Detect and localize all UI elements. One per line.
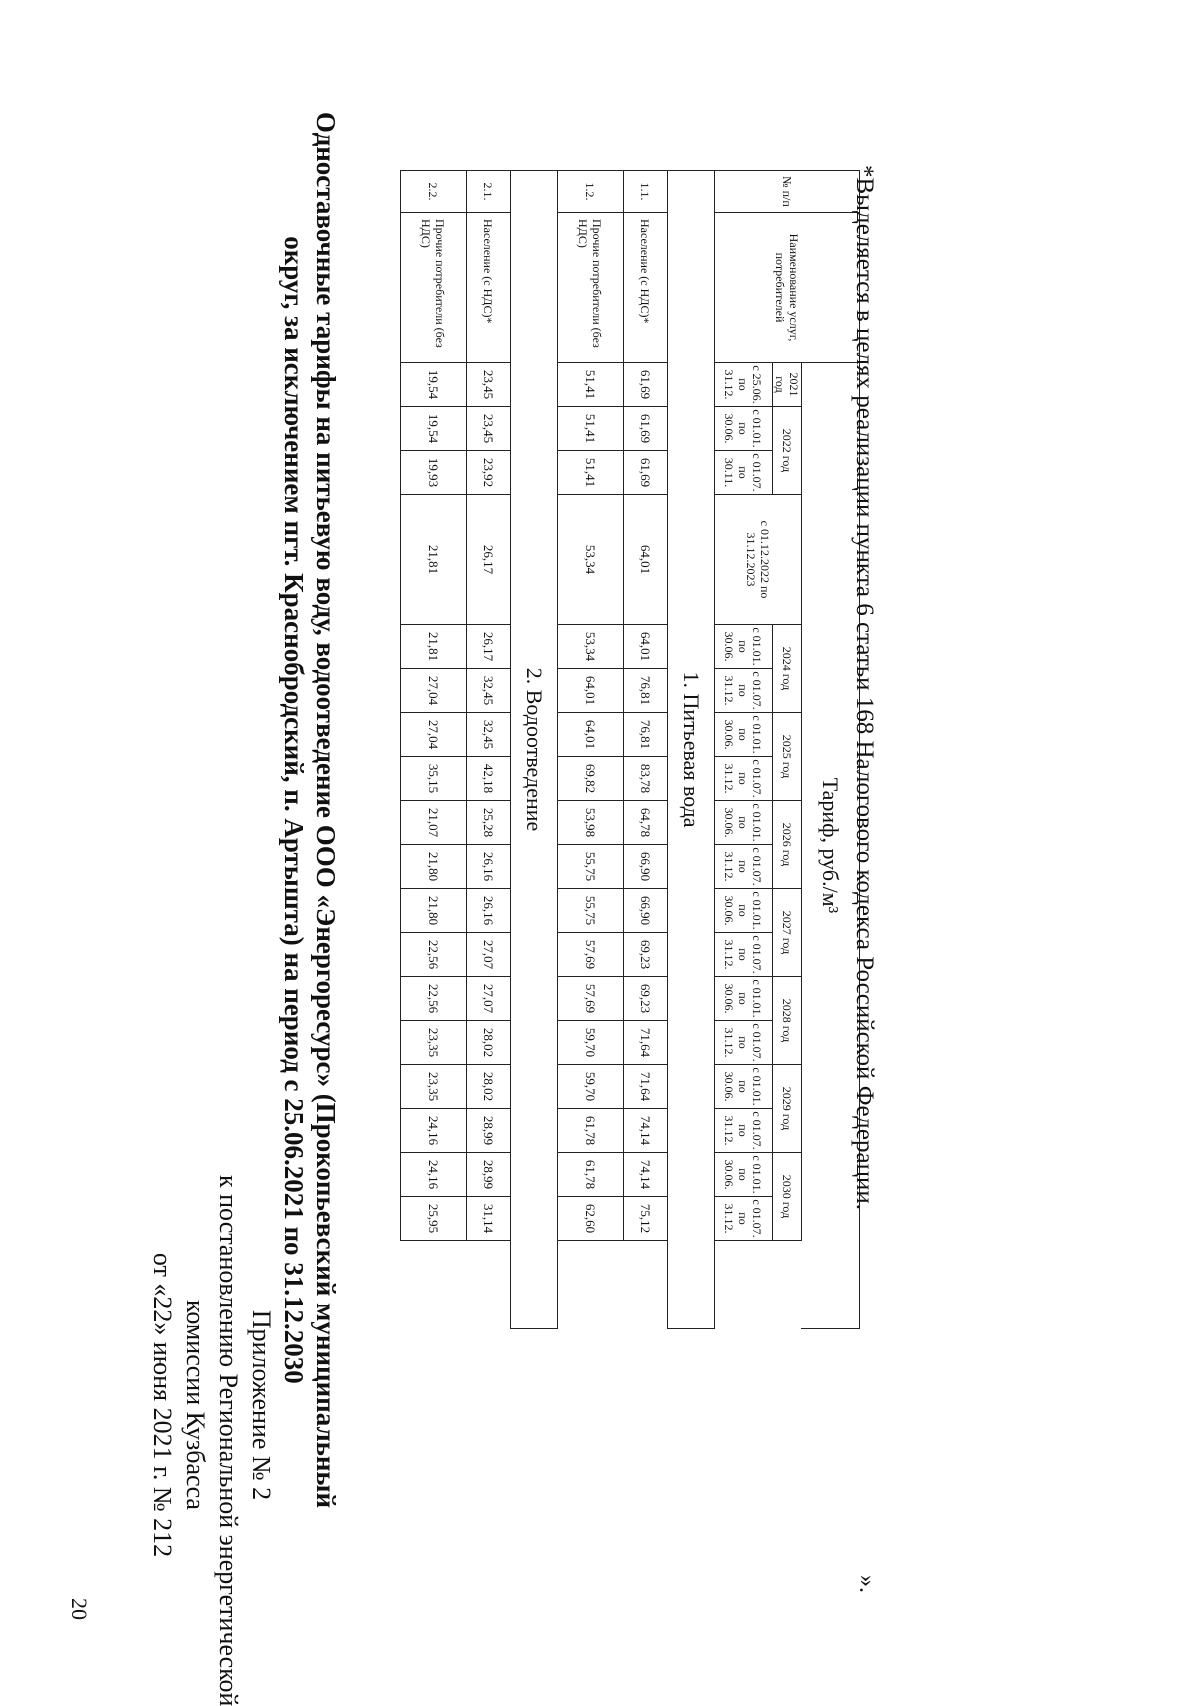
table-row [558,171,624,1329]
subperiod-header: с 01.01. по 30.06. [715,407,773,451]
tariff-value: 31,14 [467,1197,511,1241]
period-header: с 01.12.2022 по 31.12.2023 [715,495,802,625]
year-header: 2025 год [773,713,802,801]
tariff-value: 27,04 [401,713,467,757]
tariff-value: 21,81 [401,495,467,625]
year-header: 2026 год [773,801,802,889]
tariff-value: 22,56 [401,977,467,1021]
subperiod-header: с 01.01. по 30.06. [715,1153,773,1197]
tariff-value: 42,18 [467,757,511,801]
tariff-value: 21,80 [401,845,467,889]
tariff-value: 21,81 [401,625,467,669]
row-number: 1.1. [624,171,668,213]
subperiod-header: с 01.07. по 31.12. [715,933,773,977]
tariff-table [400,170,860,1329]
tariff-value: 19,54 [401,363,467,407]
tariff-value: 26,16 [467,845,511,889]
tariff-value: 69,23 [624,933,668,977]
tariff-value: 69,23 [624,977,668,1021]
subperiod-header: с 01.01. по 30.06. [715,889,773,933]
tariff-value: 27,07 [467,933,511,977]
tariff-value: 57,69 [558,977,624,1021]
subperiod-header: с 25.06. по 31.12. [715,363,773,407]
table-row [467,171,511,1329]
tariff-value: 76,81 [624,713,668,757]
tariff-value: 71,64 [624,1021,668,1065]
tariff-value: 61,78 [558,1153,624,1197]
tariff-value: 66,90 [624,845,668,889]
tariff-value: 28,02 [467,1065,511,1109]
year-header: 2021 год [773,363,802,407]
col-name-header: Наименование услуг, потребителей [715,213,860,363]
tariff-value: 64,01 [558,669,624,713]
tariff-value: 59,70 [558,1065,624,1109]
subperiod-header: с 01.07. по 31.12. [715,757,773,801]
tariff-value: 28,99 [467,1109,511,1153]
row-number: 2.1. [467,171,511,213]
subperiod-header: с 01.01. по 30.06. [715,1065,773,1109]
tariff-value: 25,28 [467,801,511,845]
row-number: 1.2. [558,171,624,213]
table-row [624,171,668,1329]
tariff-value: 53,98 [558,801,624,845]
tariff-value: 28,99 [467,1153,511,1197]
closing-quote: ». [854,1575,880,1593]
year-header: 2027 год [773,889,802,977]
subperiod-header: с 01.01. по 30.06. [715,977,773,1021]
section-title: 2. Водоотведение [511,171,558,1329]
tariff-value: 61,69 [624,451,668,495]
subperiod-header: с 01.07. по 31.12. [715,1197,773,1241]
appendix-header [146,1175,278,1706]
tariff-value: 55,75 [558,845,624,889]
page-number: 20 [67,1598,92,1620]
subperiod-header: с 01.01. по 30.06. [715,625,773,669]
tariff-value: 22,56 [401,933,467,977]
tariff-value: 74,14 [624,1109,668,1153]
tariff-value: 62,60 [558,1197,624,1241]
subperiod-header: с 01.07. по 31.12. [715,1021,773,1065]
tariff-value: 61,69 [624,407,668,451]
subperiod-header: с 01.01. по 30.06. [715,801,773,845]
tariff-value: 64,01 [558,713,624,757]
tariff-value: 75,12 [624,1197,668,1241]
col-num-header: № п/п [715,171,860,213]
appendix-line: к постановлению Региональной энергетической [214,1175,243,1706]
appendix-line: от «22» июня 2021 г. № 212 [148,1252,177,1558]
tariff-value: 19,93 [401,451,467,495]
year-header: 2030 год [773,1153,802,1241]
row-name: Население (с НДС)* [624,213,668,363]
row-name: Население (с НДС)* [467,213,511,363]
subperiod-header: с 01.07. по 31.12. [715,845,773,889]
tariff-value: 21,07 [401,801,467,845]
tariff-value: 71,64 [624,1065,668,1109]
tariff-value: 69,82 [558,757,624,801]
tariff-value: 28,02 [467,1021,511,1065]
title-line: Одноставочные тарифы на питьевую воду, водоотведение ООО «Энергоресурс» (Прокопьевский муниципальный [311,111,341,1509]
tariff-value: 64,01 [624,495,668,625]
tariff-value: 23,35 [401,1065,467,1109]
tariff-value: 19,54 [401,407,467,451]
tariff-value: 74,14 [624,1153,668,1197]
tariff-value: 23,45 [467,363,511,407]
tariff-value: 66,90 [624,889,668,933]
year-header: 2022 год [773,407,802,495]
row-number: 2.2. [401,171,467,213]
tariff-value: 32,45 [467,713,511,757]
tariff-value: 51,41 [558,407,624,451]
year-header: 2029 год [773,1065,802,1153]
tariff-value: 35,15 [401,757,467,801]
year-header: 2024 год [773,625,802,713]
tariff-value: 76,81 [624,669,668,713]
tariff-value: 27,07 [467,977,511,1021]
tariff-value: 53,34 [558,625,624,669]
tariff-value: 23,92 [467,451,511,495]
tariff-value: 64,01 [624,625,668,669]
subperiod-header: с 01.07. по 31.12. [715,1109,773,1153]
appendix-line: Приложение № 2 [247,1309,276,1501]
subperiod-header: с 01.07. по 30.11. [715,451,773,495]
subperiod-header: с 01.07. по 31.12. [715,669,773,713]
tariff-value: 26,16 [467,889,511,933]
tariff-value: 23,35 [401,1021,467,1065]
tariff-value: 26,17 [467,625,511,669]
tariff-value: 61,78 [558,1109,624,1153]
tariff-value: 51,41 [558,363,624,407]
table-row [401,171,467,1329]
appendix-line: комиссии Кузбасса [181,1300,210,1510]
tariff-value: 83,78 [624,757,668,801]
tariff-value: 51,41 [558,451,624,495]
tariff-value: 32,45 [467,669,511,713]
footnote: *Выделяется в целях реализации пункта 6 статьи 168 Налогового кодекса Российской Федерации. [851,165,878,1211]
subperiod-header: с 01.01. по 30.06. [715,713,773,757]
tariff-value: 61,69 [624,363,668,407]
row-name: Прочие потребители (без НДС) [558,213,624,363]
tariff-value: 21,80 [401,889,467,933]
tariff-value: 57,69 [558,933,624,977]
tariff-value: 26,17 [467,495,511,625]
tariff-value: 55,75 [558,889,624,933]
tariff-value: 59,70 [558,1021,624,1065]
tariff-value: 27,04 [401,669,467,713]
document-title [278,100,342,1520]
tariff-value: 24,16 [401,1109,467,1153]
year-header: 2028 год [773,977,802,1065]
section-title: 1. Питьевая вода [668,171,715,1329]
tariff-value: 25,95 [401,1197,467,1241]
tariff-value: 23,45 [467,407,511,451]
row-name: Прочие потребители (без НДС) [401,213,467,363]
tariff-value: 53,34 [558,495,624,625]
tariff-header-text: Тариф, руб./м³ [818,777,844,914]
tariff-value: 64,78 [624,801,668,845]
tariff-table-wrap [400,170,860,1329]
title-line: округ, за исключением пгт. Краснобродский, п. Артышта) на период с 25.06.2021 по 31.12.2030 [279,236,309,1384]
tariff-value: 24,16 [401,1153,467,1197]
